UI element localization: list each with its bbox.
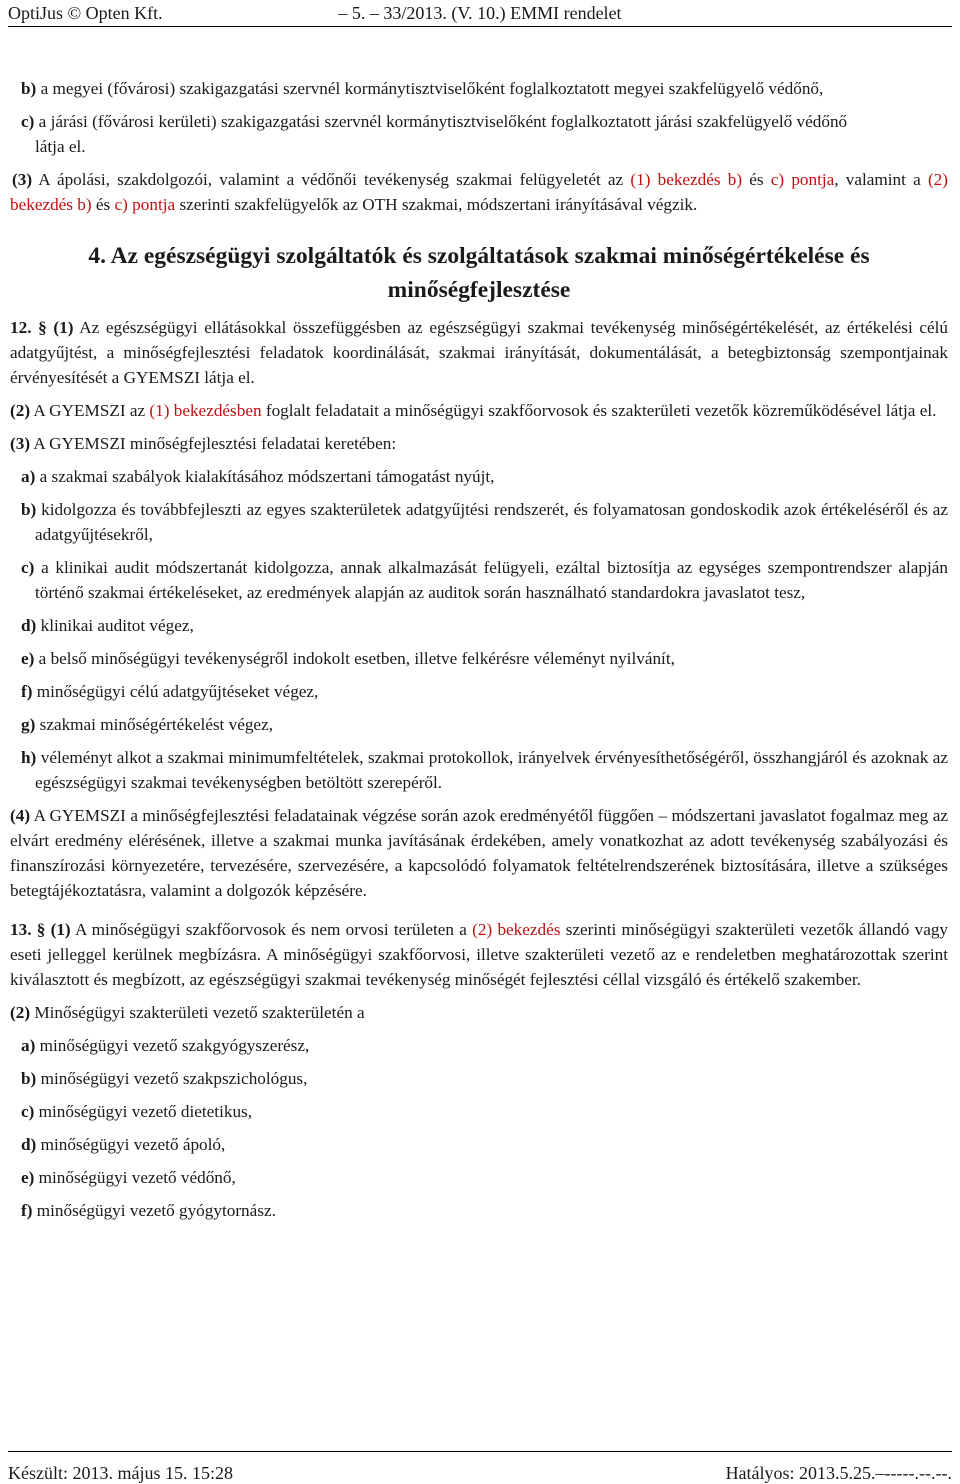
section-12-paragraph-4 (10, 803, 948, 903)
item-marker: b) (21, 79, 37, 98)
item-text: minőségügyi vezető dietetikus, (38, 1102, 253, 1121)
reference-link[interactable]: (1) bekezdésben (149, 401, 262, 420)
item-marker: b) (21, 500, 37, 519)
item-marker: g) (21, 715, 36, 734)
section-number: 13. § (10, 920, 46, 939)
footer-rule (8, 1451, 952, 1452)
reference-link[interactable]: (2) bekezdés (472, 920, 561, 939)
footer-created: Készült: 2013. május 15. 15:28 (8, 1463, 233, 1483)
list-item (10, 745, 948, 795)
text: A minőségügyi szakfőorvosok és nem orvosi területen a (74, 920, 467, 939)
list-item (10, 1165, 948, 1190)
list-item (10, 1066, 948, 1091)
header-rule (8, 26, 952, 27)
item-marker: c) (21, 112, 35, 131)
text: A GYEMSZI a minőségfejlesztési feladatainak végzése során azok eredményétől függően – módszertani javaslatot fogalmaz meg az elvárt eredmény elérésének, illetve a szakmai munka javításának érdekében, amely vonatkozhat az adott tevékenység szabályozási és finanszírozási környezetére, tervezésére, szervezésére, a kapcsolódó folyamatok feltételrendszerének biztosítására, illetve a szükséges betegtájékoztatásra, valamint a dolgozók képzésére. (10, 806, 948, 900)
item-text: klinikai auditot végez, (40, 616, 194, 635)
paragraph-tail: látja el. (35, 137, 86, 156)
reference-link[interactable]: (2) bekezdés b) (10, 170, 948, 214)
paragraph-number: (3) (10, 434, 31, 453)
item-marker: c) (21, 558, 35, 577)
section-12-paragraph-2 (10, 398, 948, 423)
list-item (10, 76, 948, 101)
header-publisher: OptiJus © Opten Kft. (8, 3, 163, 23)
list-item (10, 1099, 948, 1124)
list-item (10, 1198, 948, 1223)
item-marker: a) (21, 1036, 36, 1055)
item-text: szakmai minőségértékelést végez, (39, 715, 273, 734)
document-body (10, 76, 948, 1223)
page-header (8, 0, 952, 26)
text: foglalt feladatait a minőségügyi szakfőorvosok és szakterületi vezetők közreműködésével látja el. (265, 401, 937, 420)
reference-link[interactable]: c) pontja (770, 170, 835, 189)
item-text: a járási (fővárosi kerületi) szakigazgatási szervnél kormánytisztviselőként foglalkoztatott járási szakfelügyelő védőnő (38, 112, 848, 131)
item-text: minőségügyi vezető gyógytornász. (36, 1201, 276, 1220)
list-item (10, 497, 948, 547)
text: A ápolási, szakdolgozói, valamint a védőnői tevékenység szakmai felügyeletét az (38, 170, 624, 189)
item-marker: h) (21, 748, 37, 767)
paragraph-number: (1) (53, 318, 74, 337)
text: A GYEMSZI az (33, 401, 146, 420)
reference-link[interactable]: c) pontja (114, 195, 176, 214)
item-marker: e) (21, 649, 35, 668)
list-item (10, 109, 948, 134)
section-13-paragraph-2 (10, 1000, 948, 1025)
paragraph-number: (2) (10, 1003, 31, 1022)
list-item (10, 1132, 948, 1157)
text: és (749, 170, 764, 189)
item-text: minőségügyi vezető ápoló, (40, 1135, 226, 1154)
item-marker: a) (21, 467, 36, 486)
item-marker: e) (21, 1168, 35, 1187)
footer-effective: Hatályos: 2013.5.25.–-----.--.--. (725, 1463, 952, 1483)
list-item (10, 646, 948, 671)
text: A GYEMSZI minőségfejlesztési feladatai keretében: (33, 434, 397, 453)
section-13-paragraph-1 (10, 917, 948, 992)
list-item (10, 712, 948, 737)
paragraph-number: (4) (10, 806, 31, 825)
item-text: minőségügyi vezető szakpszichológus, (40, 1069, 308, 1088)
text: , valamint a (834, 170, 921, 189)
paragraph-number: (3) (12, 170, 33, 189)
reference-link[interactable]: (1) bekezdés b) (630, 170, 743, 189)
text: Minőségügyi szakterületi vezető szakterületén a (34, 1003, 365, 1022)
text: Az egészségügyi ellátásokkal összefüggésben az egészségügyi szakmai tevékenység minőségértékelését, az értékelési célú adatgyűjtést, a minőségfejlesztési feladatok koordinálását, szakmai irányítását, dokumentálását, a betegbiztonság szempontjainak érvényesítését a GYEMSZI látja el. (10, 318, 949, 387)
item-text: minőségügyi célú adatgyűjtéseket végez, (36, 682, 319, 701)
list-item (10, 464, 948, 489)
list-item (10, 679, 948, 704)
section-12-paragraph-3 (10, 431, 948, 456)
paragraph-3 (10, 167, 948, 217)
paragraph-number: (2) (10, 401, 31, 420)
item-text: véleményt alkot a szakmai minimumfeltételek, szakmai protokollok, irányelvek érvényesíthetőségéről, összhangjáról és azoknak az egészségügyi szakmai tevékenységben betöltött szerepéről. (35, 748, 948, 792)
item-marker: d) (21, 1135, 37, 1154)
header-document-ref: – 5. – 33/2013. (V. 10.) EMMI rendelet (338, 3, 622, 23)
list-item (10, 613, 948, 638)
paragraph-number: (1) (50, 920, 71, 939)
list-item (10, 555, 948, 605)
list-item (10, 1033, 948, 1058)
text: és (95, 195, 111, 214)
section-12-paragraph-1 (10, 315, 948, 390)
item-text: minőségügyi vezető védőnő, (38, 1168, 236, 1187)
item-text: a szakmai szabályok kialakításához módszertani támogatást nyújt, (39, 467, 495, 486)
item-marker: d) (21, 616, 37, 635)
section-heading: 4. Az egészségügyi szolgáltatók és szolgáltatások szakmai minőségértékelése és minőségfejlesztése (88, 243, 870, 303)
section-12-items (10, 464, 948, 795)
section-number: 12. § (10, 318, 47, 337)
item-text: a belső minőségügyi tevékenységről indokolt esetben, illetve felkérésre véleményt nyilvánít, (38, 649, 675, 668)
item-text: a megyei (fővárosi) szakigazgatási szervnél kormánytisztviselőként foglalkoztatott megyei szakfelügyelő védőnő, (40, 79, 824, 98)
item-marker: b) (21, 1069, 37, 1088)
item-text: a klinikai audit módszertanát kidolgozza, annak alkalmazását felügyeli, ezáltal biztosítja az egységes szempontrendszer alapján történő szakmai értékeléseket, az eredmények alapján az auditok során használható standardokra javaslatot tesz, (35, 558, 948, 602)
item-text: minőségügyi vezető szakgyógyszerész, (39, 1036, 310, 1055)
item-marker: f) (21, 1201, 33, 1220)
item-marker: f) (21, 682, 33, 701)
section-13-items (10, 1033, 948, 1223)
item-text: kidolgozza és továbbfejleszti az egyes szakterületek adatgyűjtési rendszerét, és folyamatosan gondoskodik azok értékeléséről és az adatgyűjtésekről, (35, 500, 949, 544)
text: szerinti minőségügyi szakterületi vezetők állandó vagy eseti jelleggel kerülnek megbízásra. A minőségügyi szakfőorvosi, illetve szakterületi vezető az e rendeletben meghatározottak szerint kiválasztott és megbízott, az egészségügyi szakmai tevékenység minőségét fejlesztési céllal vizsgáló és értékelő szakember. (10, 920, 949, 989)
text: szerinti szakfelügyelők az OTH szakmai, módszertani irányításával végzik. (179, 195, 698, 214)
page-footer (8, 1462, 952, 1484)
item-marker: c) (21, 1102, 35, 1121)
